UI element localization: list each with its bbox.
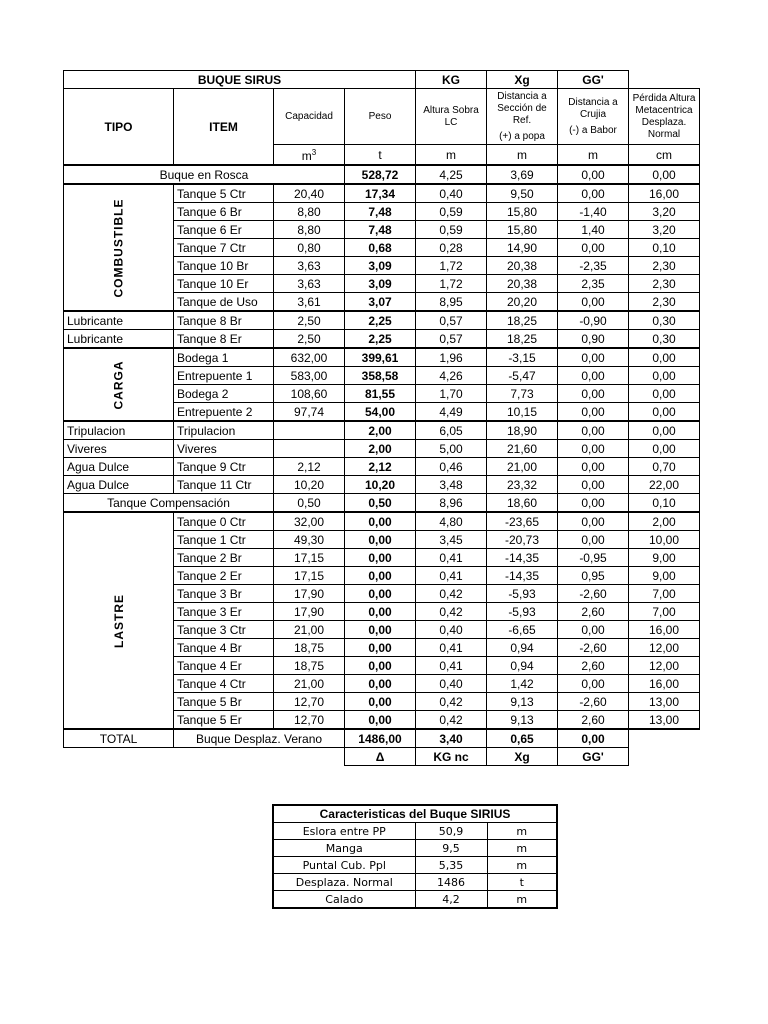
table-row: CARGA Bodega 1 632,00 399,61 1,96 -3,15 0,00 0,00 bbox=[64, 348, 700, 367]
gg-header: GG' bbox=[558, 71, 629, 89]
item-header: ITEM bbox=[174, 89, 274, 166]
characteristics-row: Eslora entre PP 50,9 m bbox=[273, 823, 557, 840]
table-row: Tanque de Uso 3,61 3,07 8,95 20,20 0,00 2,30 bbox=[64, 293, 700, 312]
altura-header: Altura Sobra LC bbox=[416, 89, 487, 145]
table-row: LASTRE Tanque 0 Ctr 32,00 0,00 4,80 -23,65 0,00 2,00 bbox=[64, 512, 700, 531]
characteristics-row: Manga 9,5 m bbox=[273, 840, 557, 857]
table-row: Agua Dulce Tanque 9 Ctr 2,12 2,12 0,46 21,00 0,00 0,70 bbox=[64, 458, 700, 476]
distancia-ref-header: Distancia a Sección de Ref. (+) a popa bbox=[487, 89, 558, 145]
group-carga: CARGA bbox=[64, 348, 174, 421]
table-row: Tanque 3 Ctr 21,00 0,00 0,40 -6,65 0,00 16,00 bbox=[64, 621, 700, 639]
table-row: Tanque 1 Ctr 49,30 0,00 3,45 -20,73 0,00 10,00 bbox=[64, 531, 700, 549]
total-label: TOTAL bbox=[64, 729, 174, 748]
weight-distribution-table bbox=[63, 70, 700, 766]
table-row: Buque en Rosca 528,72 4,25 3,69 0,00 0,00 bbox=[64, 165, 700, 184]
tipo-header: TIPO bbox=[64, 89, 174, 166]
perdida-header: Pérdida Altura Metacentrica Desplaza. Normal bbox=[629, 89, 700, 145]
xg-header: Xg bbox=[487, 71, 558, 89]
peso-header: Peso bbox=[345, 89, 416, 145]
delta-symbol: Δ bbox=[345, 748, 416, 766]
table-row: COMBUSTIBLE Tanque 5 Ctr 20,40 17,34 0,40 9,50 0,00 16,00 bbox=[64, 184, 700, 203]
characteristics-row: Puntal Cub. Ppl 5,35 m bbox=[273, 857, 557, 874]
distancia-crujia-header: Distancia a Crujia (-) a Babor bbox=[558, 89, 629, 145]
unit-gg: m bbox=[558, 145, 629, 166]
unit-capacidad: $m^3$ bbox=[274, 145, 345, 166]
table-row: Tanque 7 Ctr 0,80 0,68 0,28 14,90 0,00 0,10 bbox=[64, 239, 700, 257]
footer-row: Δ KG nc Xg GG' bbox=[64, 748, 700, 766]
unit-perdida: cm bbox=[629, 145, 700, 166]
table-row: Agua Dulce Tanque 11 Ctr 10,20 10,20 3,48 23,32 0,00 22,00 bbox=[64, 476, 700, 494]
table-row: Entrepuente 2 97,74 54,00 4,49 10,15 0,00 0,00 bbox=[64, 403, 700, 422]
group-lastre: LASTRE bbox=[64, 512, 174, 729]
table-row: Tanque 10 Er 3,63 3,09 1,72 20,38 2,35 2,30 bbox=[64, 275, 700, 293]
table-row: Tanque 4 Br 18,75 0,00 0,41 0,94 -2,60 12,00 bbox=[64, 639, 700, 657]
table-row: Tanque Compensación 0,50 0,50 8,96 18,60 0,00 0,10 bbox=[64, 494, 700, 513]
unit-kg: m bbox=[416, 145, 487, 166]
table-row: Entrepuente 1 583,00 358,58 4,26 -5,47 0,00 0,00 bbox=[64, 367, 700, 385]
header-row-labels bbox=[64, 89, 700, 145]
unit-xg: m bbox=[487, 145, 558, 166]
characteristics-title: Caracteristicas del Buque SIRIUS bbox=[273, 805, 557, 823]
ship-characteristics-table bbox=[272, 804, 558, 909]
table-row: Tanque 2 Er 17,15 0,00 0,41 -14,35 0,95 9,00 bbox=[64, 567, 700, 585]
table-row: Tanque 10 Br 3,63 3,09 1,72 20,38 -2,35 2,30 bbox=[64, 257, 700, 275]
capacidad-header: Capacidad bbox=[274, 89, 345, 145]
group-combustible: COMBUSTIBLE bbox=[64, 184, 174, 311]
table-row: Tanque 3 Br 17,90 0,00 0,42 -5,93 -2,60 7,00 bbox=[64, 585, 700, 603]
table-row: Tanque 4 Ctr 21,00 0,00 0,40 1,42 0,00 16,00 bbox=[64, 675, 700, 693]
table-row: Lubricante Tanque 8 Er 2,50 2,25 0,57 18,25 0,90 0,30 bbox=[64, 330, 700, 349]
table-row: Tripulacion Tripulacion 2,00 6,05 18,90 0,00 0,00 bbox=[64, 421, 700, 440]
table-row: Tanque 2 Br 17,15 0,00 0,41 -14,35 -0,95 9,00 bbox=[64, 549, 700, 567]
table-row: Tanque 4 Er 18,75 0,00 0,41 0,94 2,60 12,00 bbox=[64, 657, 700, 675]
table-row: Tanque 5 Er 12,70 0,00 0,42 9,13 2,60 13,00 bbox=[64, 711, 700, 730]
total-row: TOTAL Buque Desplaz. Verano 1486,00 3,40 0,65 0,00 bbox=[64, 729, 700, 748]
kg-header: KG bbox=[416, 71, 487, 89]
table-row: Tanque 6 Br 8,80 7,48 0,59 15,80 -1,40 3,20 bbox=[64, 203, 700, 221]
header-row-top bbox=[64, 71, 700, 89]
table-row: Lubricante Tanque 8 Br 2,50 2,25 0,57 18,25 -0,90 0,30 bbox=[64, 311, 700, 330]
table-row: Bodega 2 108,60 81,55 1,70 7,73 0,00 0,00 bbox=[64, 385, 700, 403]
table-title: BUQUE SIRUS bbox=[64, 71, 416, 89]
table-row: Tanque 5 Br 12,70 0,00 0,42 9,13 -2,60 13,00 bbox=[64, 693, 700, 711]
unit-peso: t bbox=[345, 145, 416, 166]
characteristics-row: Desplaza. Normal 1486 t bbox=[273, 874, 557, 891]
characteristics-row: Calado 4,2 m bbox=[273, 891, 557, 909]
table-row: Viveres Viveres 2,00 5,00 21,60 0,00 0,00 bbox=[64, 440, 700, 458]
table-row: Tanque 3 Er 17,90 0,00 0,42 -5,93 2,60 7,00 bbox=[64, 603, 700, 621]
table-row: Tanque 6 Er 8,80 7,48 0,59 15,80 1,40 3,20 bbox=[64, 221, 700, 239]
